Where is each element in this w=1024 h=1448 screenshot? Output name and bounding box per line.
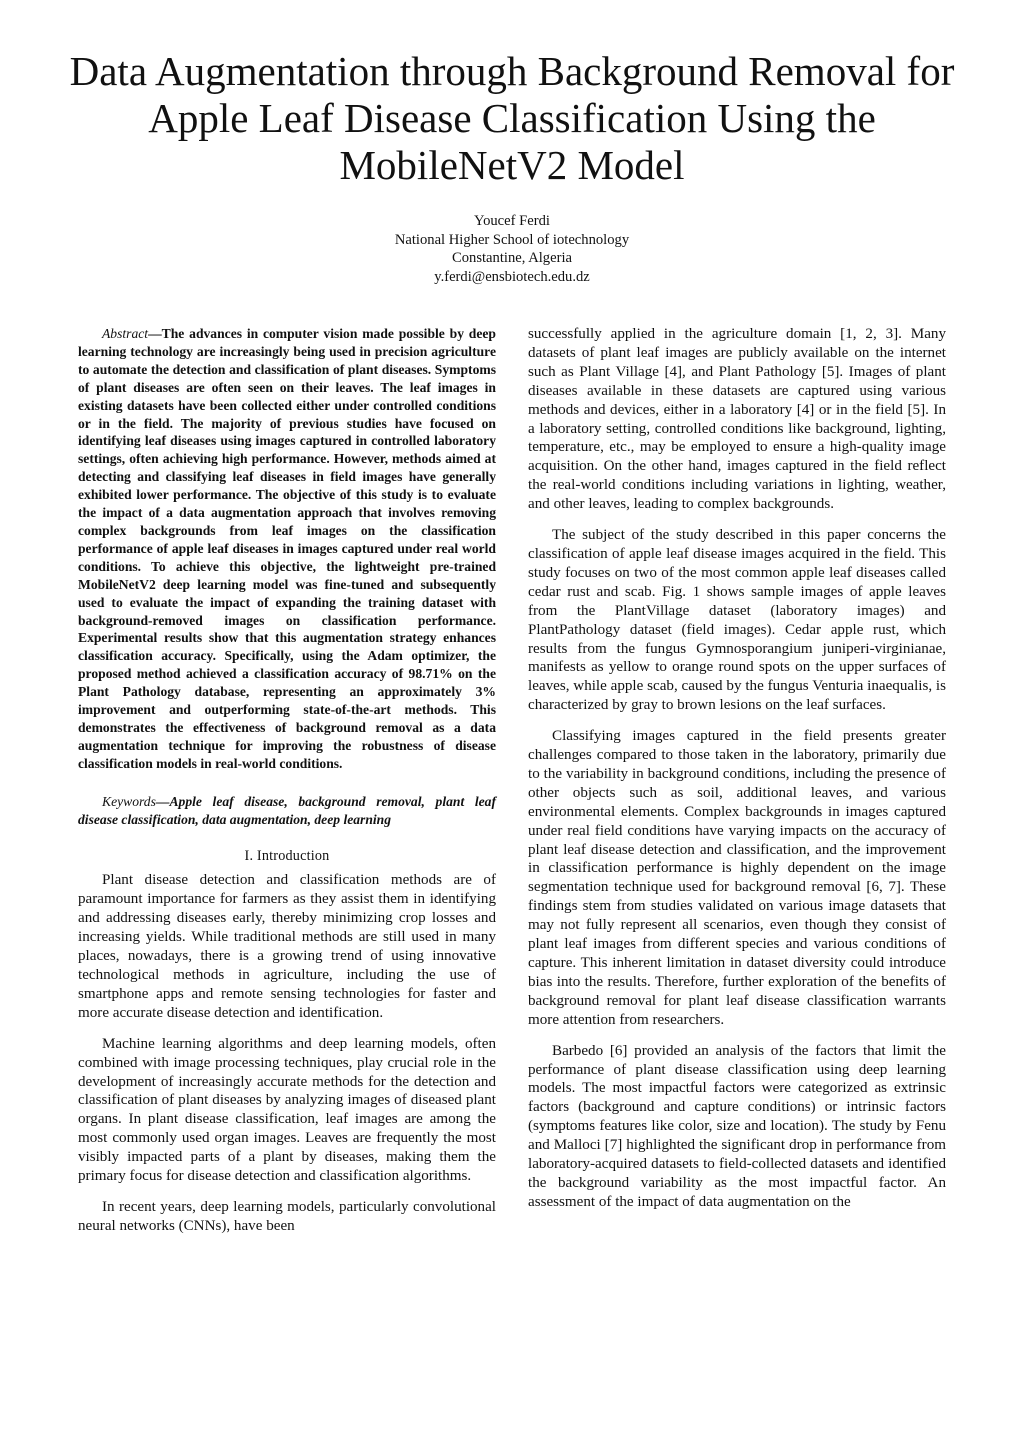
author-location: Constantine, Algeria: [452, 250, 572, 266]
body-paragraph: Barbedo [6] provided an analysis of the factors that limit the performance of plant disease classification using deep learning models. The most impactful factors were categorized as extrinsic factors (background and capture conditions) or intrinsic factors (symptoms features like color, size and location). The study by Fenu and Malloci [7] highlighted the significant drop in performance from laboratory-acquired datasets to field-collected datasets and identified the background variability as the most impactful factor. An assessment of the impact of data augmentation on the: [528, 1042, 946, 1210]
left-column: [78, 325, 496, 1236]
abstract: [78, 325, 496, 773]
author-block: [212, 212, 812, 286]
author-email: y.ferdi@ensbiotech.edu.dz: [434, 268, 590, 285]
abstract-text: The advances in computer vision made possible by deep learning technology are increasingly being used in precision agriculture to automate the detection and classification of plant diseases. Symptoms of plant diseases are often seen on their leaves. The leaf images in existing datasets have been collected either under controlled conditions or in the field. The majority of previous studies have focused on identifying leaf diseases using images captured in controlled laboratory settings, often achieving high performance. However, methods aimed at detecting and classifying leaf diseases in field images have generally exhibited lower performance. The objective of this study is to evaluate the impact of a data augmentation approach that involves removing complex backgrounds from leaf images on the classification performance of apple leaf diseases in images captured under real world conditions. To achieve this objective, the lightweight pre-trained MobileNetV2 deep learning model was fine-tuned and subsequently used to evaluate the impact of expanding the training dataset with background-removed images on classification performance. Experimental results show that this augmentation strategy enhances classification accuracy. Specifically, using the Adam optimizer, the proposed method achieved a classification accuracy of 98.71% on the Plant Pathology database, representing an approximately 3% improvement and outperforming state-of-the-art methods. This demonstrates the effectiveness of background removal as a data augmentation technique for improving the robustness of disease classification models in real-world conditions.: [78, 326, 496, 771]
right-column: [528, 325, 946, 1212]
body-paragraph: Plant disease detection and classification methods are of paramount importance for farmers as they assist them in identifying and addressing diseases early, thereby minimizing crop losses and increasing yields. While traditional methods are still used in many places, nowadays, there is a growing trend of using innovative technological methods in agriculture, including the use of smartphone apps and remote sensing technologies for faster and more accurate disease detection and identification.: [78, 872, 496, 1021]
keywords-dash: —: [155, 793, 170, 809]
body-paragraph: Classifying images captured in the field presents greater challenges compared to those taken in the laboratory, primarily due to the variability in background conditions, including the presence of other objects such as soil, additional leaves, and various environmental elements. Complex backgrounds in images captured under real field conditions have varying impacts on the accuracy of plant leaf disease detection and classification, and the improvement in classification performance is highly dependent on the image segmentation technique used for background removal [6, 7]. These findings stem from studies validated on various image datasets that may not fully represent all scenarios, even though they consist of plant leaf images from different species and various conditions of capture. This inherent limitation in dataset diversity could introduce bias into the results. Therefore, further exploration of the benefits of background removal for plant leaf disease classification warrants more attention from researchers.: [528, 728, 946, 1028]
section-heading-introduction: I. Introduction: [244, 848, 330, 865]
keywords-label: Keywords: [102, 793, 156, 809]
author-name: Youcef Ferdi: [474, 213, 550, 229]
paper-title: Data Augmentation through Background Removal for Apple Leaf Disease Classification Using the MobileNetV2 Model: [69, 48, 955, 188]
body-paragraph: successfully applied in the agriculture domain [1, 2, 3]. Many datasets of plant leaf images are publicly available on the internet such as Plant Village [4], and Plant Pathology [5]. Images of plant diseases available in these datasets are captured using various methods and devices, either in a laboratory [4] or in the field [5]. In a laboratory setting, controlled conditions like background, lighting, temperature, etc., may be employed to ensure a high-quality image acquisition. On the other hand, images captured in the field reflect the real-world conditions including variations in lighting, weather, and other leaves, leading to complex backgrounds.: [528, 326, 946, 513]
body-paragraph: In recent years, deep learning models, particularly convolutional neural networks (CNNs), have been: [78, 1198, 496, 1234]
author-affiliation: National Higher School of iotechnology: [394, 231, 630, 248]
body-paragraph: Machine learning algorithms and deep learning models, often combined with image processing techniques, play crucial role in the development of increasingly accurate methods for the detection and classification of plant diseases by analyzing images of diseased plant organs. In plant disease classification, leaf images are among the most commonly used organ images. Leaves are frequently the most visibly impacted parts of a plant by diseases, making them the primary focus for disease detection and classification algorithms.: [78, 1035, 496, 1185]
abstract-dash: —: [148, 326, 162, 341]
keywords: [78, 793, 496, 829]
body-paragraph: The subject of the study described in this paper concerns the classification of apple leaf disease images acquired in the field. This study focuses on two of the most common apple leaf diseases called cedar rust and scab. Fig. 1 shows sample images of apple leaves from the PlantVillage dataset (laboratory images) and PlantPathology dataset (field images). Cedar apple rust, which results from the fungus Gymnosporangium juniperi-virginianae, manifests as yellow to orange round spots on the upper surfaces of leaves, while apple scab, caused by the fungus Venturia inaequalis, is characterized by gray to brown lesions on the leaf surfaces.: [528, 527, 946, 714]
abstract-label: Abstract: [102, 326, 149, 341]
keywords-text: Apple leaf disease, background removal, plant leaf disease classification, data augmentation, deep learning: [78, 793, 496, 827]
